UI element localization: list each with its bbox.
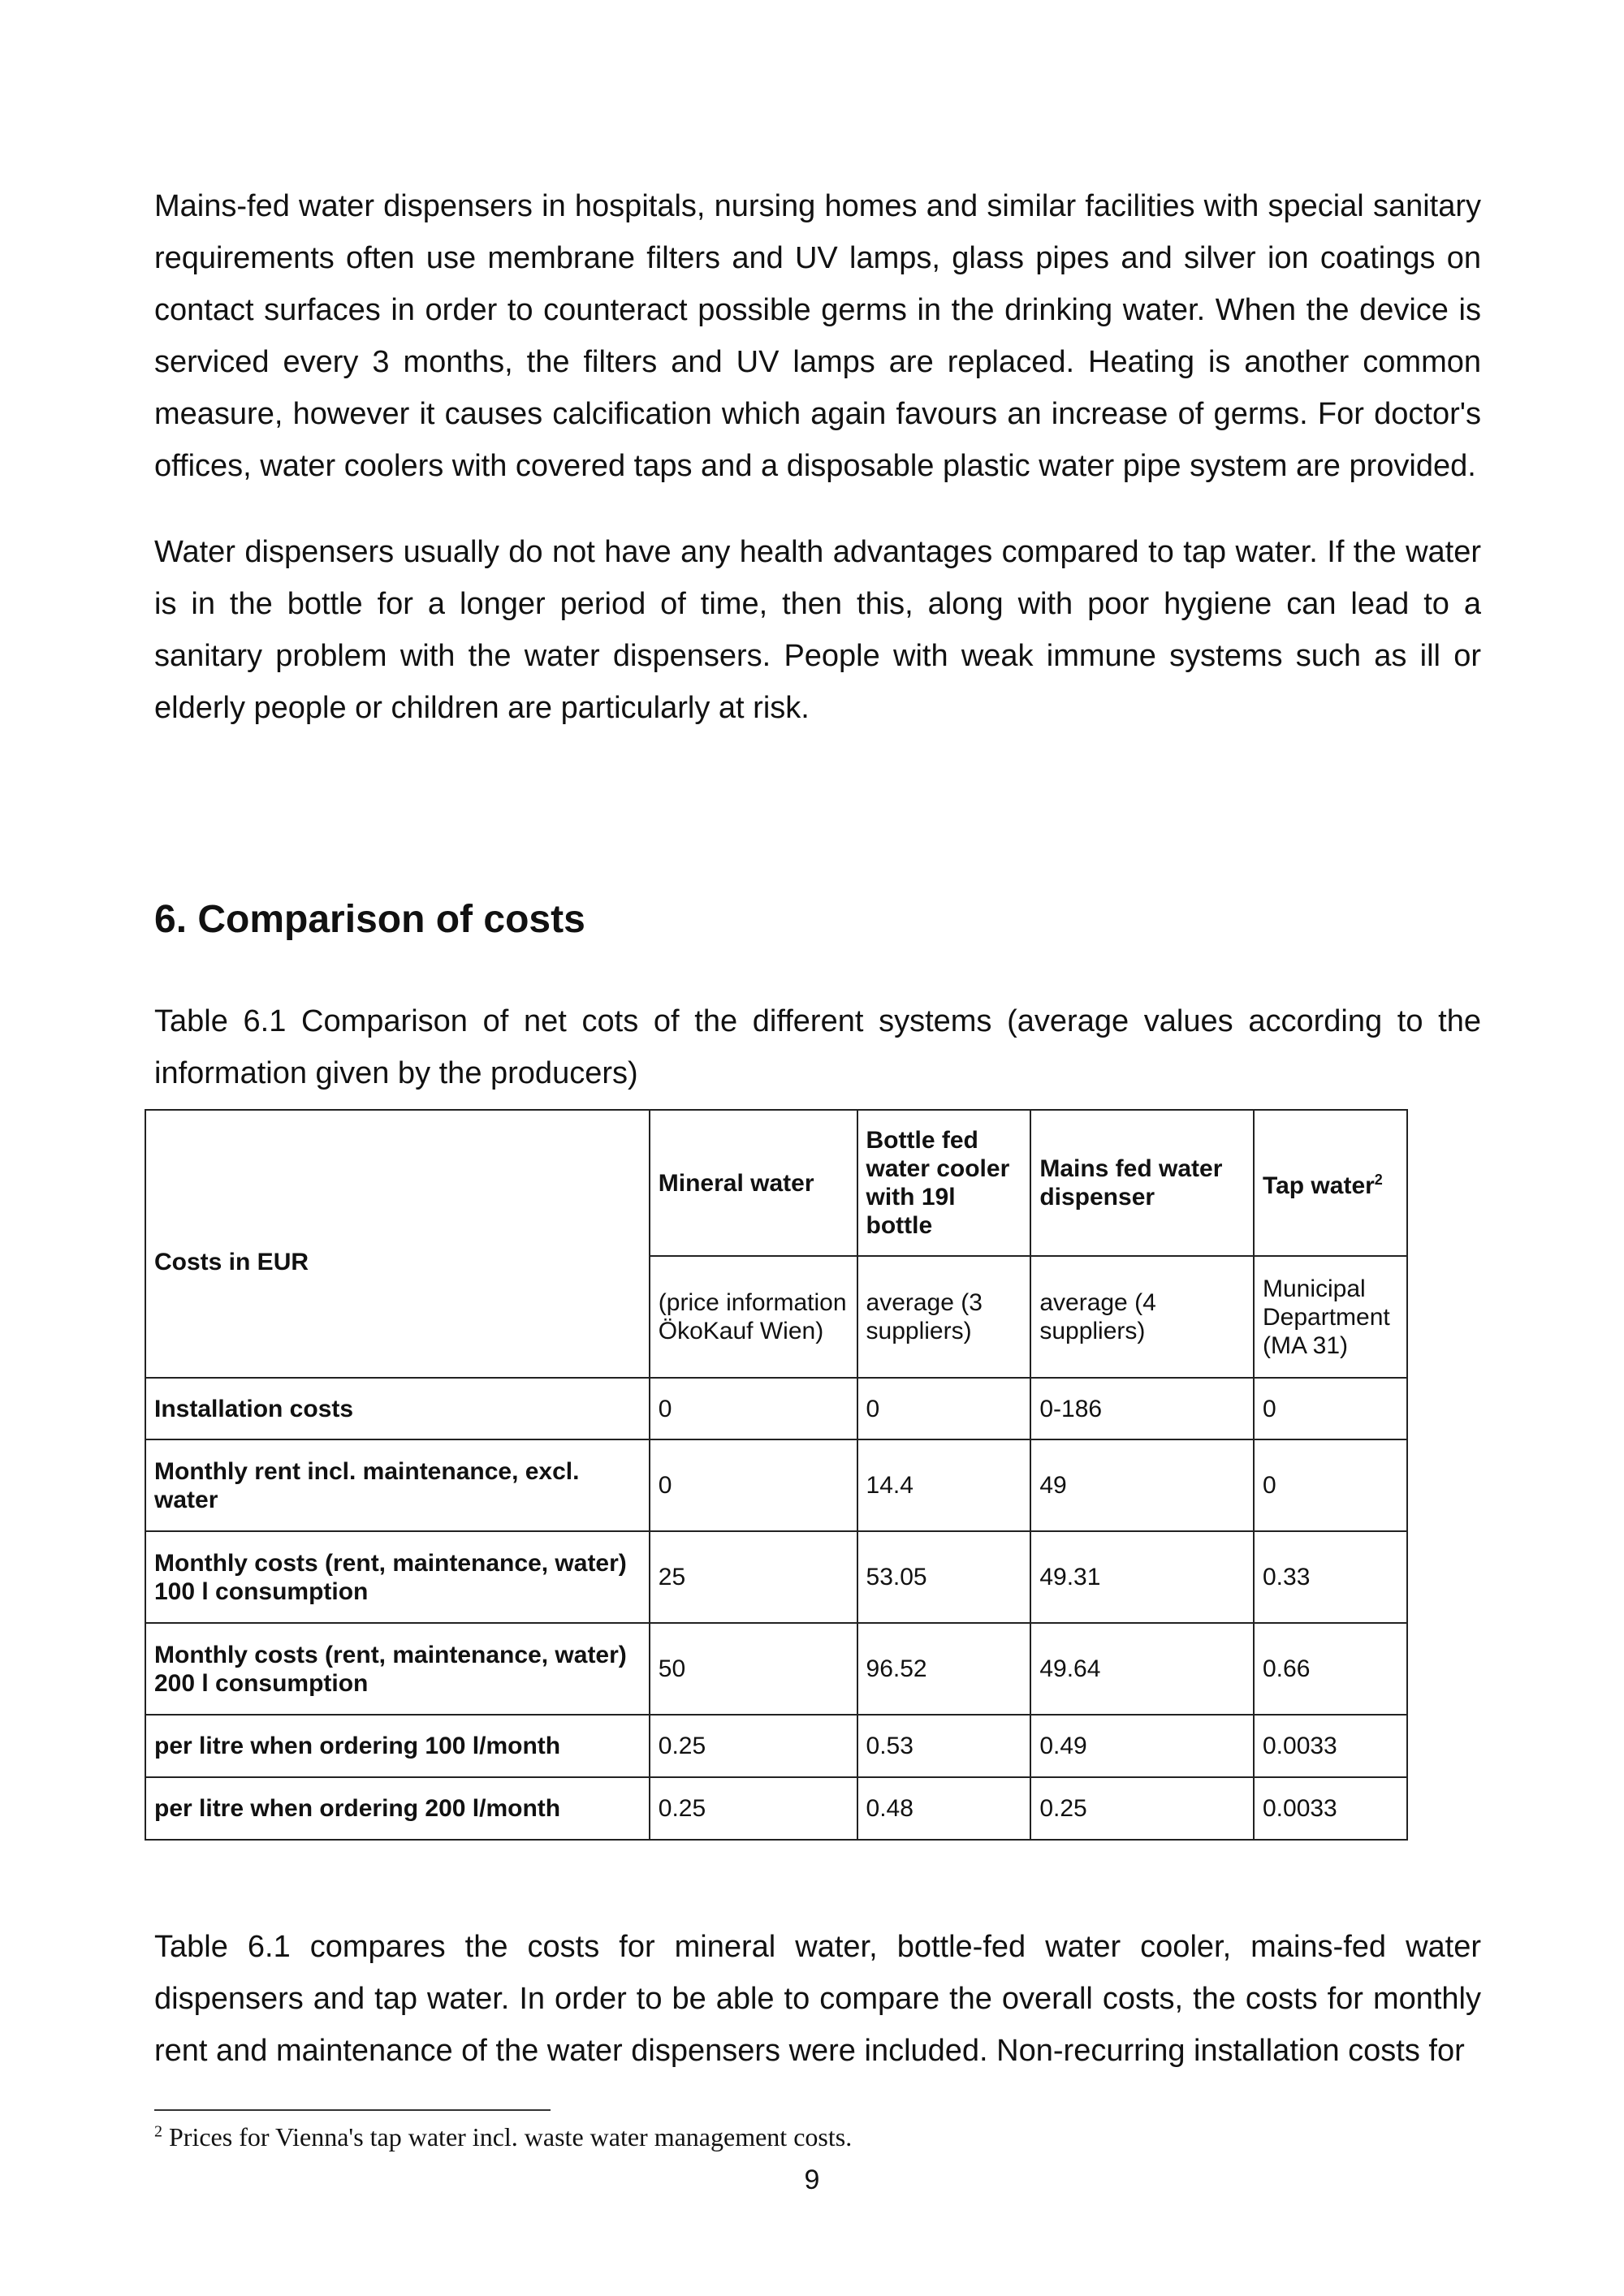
footnote <box>154 2122 852 2152</box>
column-source: average (4 suppliers) <box>1030 1256 1254 1378</box>
cell: 0.25 <box>650 1715 857 1777</box>
cell: 0.66 <box>1254 1623 1407 1715</box>
section-heading: 6. Comparison of costs <box>154 898 585 941</box>
cell: 49.31 <box>1030 1531 1254 1623</box>
corner-cell: Costs in EUR <box>145 1110 650 1378</box>
row-label: Monthly costs (rent, maintenance, water) 100 l consumption <box>145 1531 650 1623</box>
table-row <box>145 1439 1407 1531</box>
page-number: 9 <box>804 2164 820 2195</box>
cell: 25 <box>650 1531 857 1623</box>
table-row <box>145 1623 1407 1715</box>
table-caption: Table 6.1 Comparison of net cots of the different systems (average values according to the information given by the producers) <box>154 1004 1481 1090</box>
column-header: Mineral water <box>650 1110 857 1256</box>
cell: 0 <box>857 1378 1031 1439</box>
cell: 0.49 <box>1030 1715 1254 1777</box>
table-header-row <box>145 1110 1407 1256</box>
cell: 0.48 <box>857 1777 1031 1840</box>
cell: 0.33 <box>1254 1531 1407 1623</box>
column-header: Bottle fed water cooler with 19l bottle <box>857 1110 1031 1256</box>
cost-comparison-table <box>145 1109 1408 1841</box>
paragraph-sanitary-measures: Mains-fed water dispensers in hospitals, nursing homes and similar facilities with special sanitary requirements often use membrane filters and UV lamps, glass pipes and silver ion coatings on contact surfaces in order to counteract possible germs in the drinking water. When the device is serviced every 3 months, the filters and UV lamps are replaced. Heating is another common measure, however it causes calcification which again favours an increase of germs. For doctor's offices, water coolers with covered taps and a disposable plastic water pipe system are provided. <box>154 189 1481 483</box>
cell: 0.53 <box>857 1715 1031 1777</box>
cell: 0 <box>1254 1378 1407 1439</box>
footnote-divider <box>154 2109 551 2111</box>
row-label: Monthly rent incl. maintenance, excl. water <box>145 1439 650 1531</box>
column-source: average (3 suppliers) <box>857 1256 1031 1378</box>
table-row <box>145 1715 1407 1777</box>
cell: 0.0033 <box>1254 1715 1407 1777</box>
footnote-mark: 2 <box>1374 1172 1383 1188</box>
cell: 14.4 <box>857 1439 1031 1531</box>
footnote-mark: 2 <box>154 2122 162 2141</box>
table-row <box>145 1777 1407 1840</box>
footnote-text: Prices for Vienna's tap water incl. waste water management costs. <box>169 2122 853 2151</box>
paragraph-cost-comparison: Table 6.1 compares the costs for mineral water, bottle-fed water cooler, mains-fed water dispensers and tap water. In order to be able to compare the overall costs, the costs for monthly rent and maintenance of the water dispensers were included. Non-recurring installation costs for <box>154 1930 1481 2068</box>
row-label: Installation costs <box>145 1378 650 1439</box>
cell: 0-186 <box>1030 1378 1254 1439</box>
cell: 49.64 <box>1030 1623 1254 1715</box>
cell: 0 <box>650 1439 857 1531</box>
cell: 0.25 <box>650 1777 857 1840</box>
cell: 0 <box>1254 1439 1407 1531</box>
column-source: Municipal Department (MA 31) <box>1254 1256 1407 1378</box>
cell: 53.05 <box>857 1531 1031 1623</box>
cell: 49 <box>1030 1439 1254 1531</box>
row-label: per litre when ordering 200 l/month <box>145 1777 650 1840</box>
table-row <box>145 1531 1407 1623</box>
cell: 50 <box>650 1623 857 1715</box>
cell: 0 <box>650 1378 857 1439</box>
table-row <box>145 1378 1407 1439</box>
row-label: per litre when ordering 100 l/month <box>145 1715 650 1777</box>
cell: 96.52 <box>857 1623 1031 1715</box>
cell: 0.0033 <box>1254 1777 1407 1840</box>
cell: 0.25 <box>1030 1777 1254 1840</box>
row-label: Monthly costs (rent, maintenance, water) 200 l consumption <box>145 1623 650 1715</box>
column-header-label: Tap water <box>1262 1172 1375 1199</box>
paragraph-health-advantages: Water dispensers usually do not have any health advantages compared to tap water. If the water is in the bottle for a longer period of time, then this, along with poor hygiene can lead to a sanitary problem with the water dispensers. People with weak immune systems such as ill or elderly people or children are particularly at risk. <box>154 535 1481 725</box>
column-header <box>1254 1110 1407 1256</box>
column-header: Mains fed water dispenser <box>1030 1110 1254 1256</box>
column-source: (price information ÖkoKauf Wien) <box>650 1256 857 1378</box>
